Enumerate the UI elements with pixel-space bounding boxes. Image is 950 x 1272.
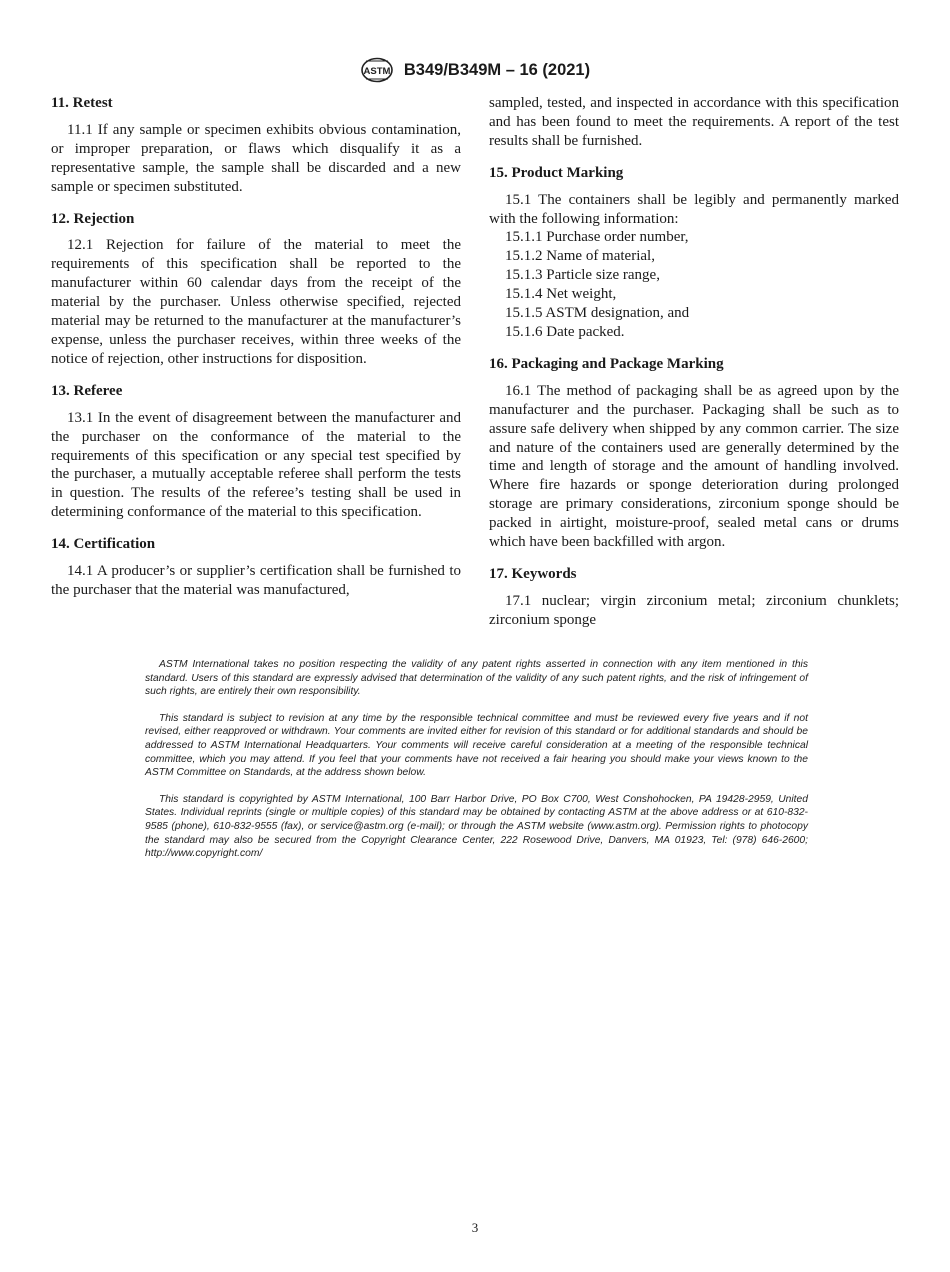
section-heading-rejection: 12. Rejection xyxy=(51,210,135,227)
paragraph-16-1: 16.1 The method of packaging shall be as agreed upon by the manufacturer and the purchaser. Packaging shall be such as to assure safe delivery when shipped by any common carrier. The size and nature of the containers used are generally determined by the time and length of storage and the amount of handling involved. Where fire hazards or sponge deterioration during prolonged storage are primary considerations, zirconium sponge should be packed in airtight, moisture-proof, sealed metal cans or drums which have been backfilled with argon. xyxy=(489,382,899,551)
paragraph-11-1: 11.1 If any sample or specimen exhibits obvious contamination, or improper preparation, or flaws which disqualify it as a representative sample, the sample shall be discarded and a new sample or specimen substituted. xyxy=(51,121,461,195)
revision-notice: This standard is subject to revision at any time by the responsible technical committee and must be reviewed every five years and if not revised, either reapproved or withdrawn. Your comments are invited either for revision of this standard or for additional standards and should be addressed to ASTM International Headquarters. Your comments will receive careful consideration at a meeting of the responsible technical committee, which you may attend. If you feel that your comments have not received a fair hearing you should make your views known to the ASTM Committee on Standards, at the address shown below. xyxy=(145,712,808,779)
list-item: 15.1.2 Name of material, xyxy=(505,248,655,265)
legal-notices xyxy=(145,658,808,874)
paragraph-14-1-start: 14.1 A producer’s or supplier’s certification shall be furnished to the purchaser that the material was manufactured, xyxy=(51,563,461,598)
section-heading-certification: 14. Certification xyxy=(51,536,156,553)
paragraph-13-1: 13.1 In the event of disagreement between the manufacturer and the purchaser on the conformance of the material to the requirements of this specification or any special test specified by the purchaser, a mutually acceptable referee shall perform the tests in question. The results of the referee’s testing shall be used in determining conformance of the material to this specification. xyxy=(51,409,461,521)
svg-text:ASTM: ASTM xyxy=(363,66,391,77)
paragraph-14-1-continued: sampled, tested, and inspected in accordance with this specification and has been found to meet the requirements. A report of the test results shall be furnished. xyxy=(489,95,899,149)
patent-notice: ASTM International takes no position respecting the validity of any patent rights asserted in connection with any item mentioned in this standard. Users of this standard are expressly advised that determination of the validity of any such patent rights, and the risk of infringement of such rights, are entirely their own responsibility. xyxy=(145,659,808,698)
list-item: 15.1.4 Net weight, xyxy=(505,286,617,303)
paragraph-17-1: 17.1 nuclear; virgin zirconium metal; zirconium chunklets; zirconium sponge xyxy=(489,592,899,628)
list-item: 15.1.6 Date packed. xyxy=(505,323,625,340)
copyright-notice: This standard is copyrighted by ASTM International, 100 Barr Harbor Drive, PO Box C700, West Conshohocken, PA 19428-2959, United States. Individual reprints (single or multiple copies) of this standard may be obtained by contacting ASTM at the above address or at 610-832-9585 (phone), 610-832-9555 (fax), or service@astm.org (e-mail); or through the ASTM website (www.astm.org). Permission rights to photocopy the standard may also be secured from the Copyright Clearance Center, 222 Rosewood Drive, Danvers, MA 01923, Tel: (978) 646-2600; http://www.copyright.com/ xyxy=(145,793,808,860)
list-item: 15.1.1 Purchase order number, xyxy=(505,229,689,246)
left-column xyxy=(51,94,461,613)
paragraph-12-1: 12.1 Rejection for failure of the material to meet the requirements of this specification shall be reported to the manufacturer within 60 calendar days from the receipt of the material by the purchaser. Unless otherwise specified, rejected material may be returned to the manufacturer at the manufacturer’s expense, unless the purchaser receives, within three weeks of the notice of rejection, other instructions for disposition. xyxy=(51,237,461,367)
right-column xyxy=(489,94,899,643)
page-number: 3 xyxy=(471,1220,479,1235)
section-heading-referee: 13. Referee xyxy=(51,382,123,399)
page-header xyxy=(0,57,950,83)
standard-designation: B349/B349M – 16 (2021) xyxy=(403,60,591,79)
list-item: 15.1.3 Particle size range, xyxy=(505,267,660,284)
section-heading-keywords: 17. Keywords xyxy=(489,565,577,582)
section-heading-packaging: 16. Packaging and Package Marking xyxy=(489,355,724,372)
astm-logo-icon xyxy=(360,57,394,83)
paragraph-15-1: 15.1 The containers shall be legibly and permanently marked with the following information: xyxy=(489,191,899,227)
list-item: 15.1.5 ASTM designation, and xyxy=(505,305,690,322)
section-heading-product-marking: 15. Product Marking xyxy=(489,164,624,181)
section-heading-retest: 11. Retest xyxy=(51,95,113,111)
